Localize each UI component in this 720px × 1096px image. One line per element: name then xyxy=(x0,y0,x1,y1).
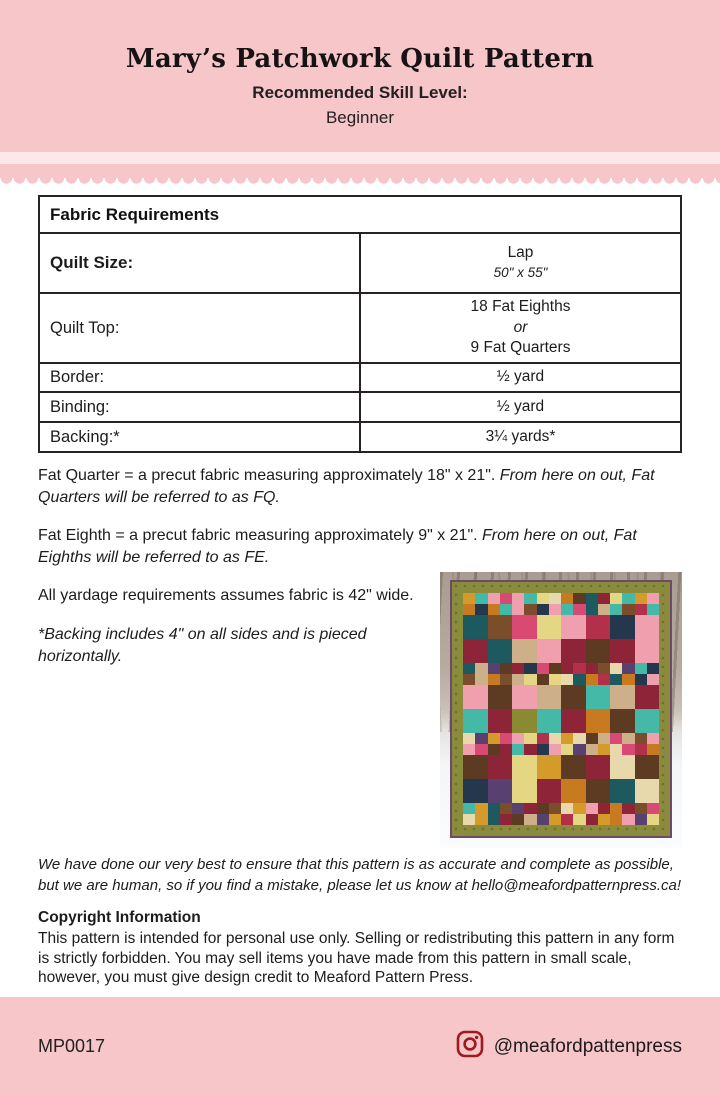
quilt-square xyxy=(549,803,561,814)
quilt-square xyxy=(622,663,634,674)
quilt-square xyxy=(635,803,647,814)
quilt-square xyxy=(598,674,610,685)
table-row-quilt-top xyxy=(39,293,681,363)
quilt-row xyxy=(463,744,659,755)
skill-level-value: Beginner xyxy=(325,108,395,127)
quilt-square xyxy=(561,779,586,803)
row-value-border: ½ yard xyxy=(360,363,681,392)
quilt-square xyxy=(561,615,586,639)
quilt-square xyxy=(549,744,561,755)
quilt-square xyxy=(586,744,598,755)
table-header-row xyxy=(39,196,681,233)
quilt-square xyxy=(561,744,573,755)
quilt-square xyxy=(549,593,561,604)
copyright-body: This pattern is intended for personal use only. Selling or redistributing this pattern in any form is strictly forbidden. You may sell items you have made from this pattern in small scale, however, you must give design credit to Meaford Pattern Press. xyxy=(38,930,675,987)
quilt-square xyxy=(561,733,573,744)
note-fat-quarter-text: Fat Quarter = a precut fabric measuring approximately 18" x 21". xyxy=(38,467,500,484)
quilt-square xyxy=(500,593,512,604)
quilt-square xyxy=(475,733,487,744)
quilt-square xyxy=(561,709,586,733)
quilt-square xyxy=(475,674,487,685)
pattern-code: MP0017 xyxy=(38,1036,106,1056)
quilt-square xyxy=(500,744,512,755)
patchwork-quilt xyxy=(450,580,672,838)
quilt-square xyxy=(610,604,622,615)
row-label-quilt-top: Quilt Top: xyxy=(39,293,360,363)
note-fat-eighth-italic: From here on out, Fat Eighths will be referred to as FE. xyxy=(38,527,637,566)
quilt-square xyxy=(512,615,537,639)
quilt-square xyxy=(512,779,537,803)
quilt-square xyxy=(586,733,598,744)
quilt-square xyxy=(512,663,524,674)
quilt-square xyxy=(524,663,536,674)
quilt-square xyxy=(463,639,488,663)
quilt-square xyxy=(647,814,659,825)
note-fat-eighth xyxy=(38,525,682,568)
quilt-row xyxy=(463,593,659,604)
quilt-square xyxy=(463,803,475,814)
quilt-square xyxy=(500,814,512,825)
quilt-square xyxy=(549,604,561,615)
quilt-square xyxy=(537,779,562,803)
quilt-row xyxy=(463,685,659,709)
quilt-square xyxy=(635,709,660,733)
skill-level-label: Recommended Skill Level: xyxy=(252,83,468,102)
quilt-square xyxy=(598,733,610,744)
quilt-square xyxy=(586,604,598,615)
quilt-square xyxy=(488,755,513,779)
quilt-square xyxy=(512,803,524,814)
note-fat-quarter-italic: From here on out, Fat Quarters will be referred to as FQ. xyxy=(38,467,655,506)
fabric-requirements-table xyxy=(38,195,682,453)
quilt-square xyxy=(622,733,634,744)
quilt-row xyxy=(463,709,659,733)
quilt-square xyxy=(610,639,635,663)
quilt-square xyxy=(610,814,622,825)
quilt-square xyxy=(561,639,586,663)
quilt-square xyxy=(463,615,488,639)
quilt-square xyxy=(622,744,634,755)
quilt-top-line2: or xyxy=(513,318,528,336)
quilt-square xyxy=(463,663,475,674)
header-band xyxy=(0,0,720,152)
quilt-square xyxy=(635,615,660,639)
quilt-square xyxy=(537,604,549,615)
quilt-square xyxy=(586,803,598,814)
quilt-square xyxy=(488,663,500,674)
quilt-square xyxy=(537,744,549,755)
quilt-square xyxy=(635,755,660,779)
quilt-square xyxy=(586,674,598,685)
quilt-square xyxy=(598,604,610,615)
row-value-quilt-top xyxy=(360,293,681,363)
quilt-square xyxy=(463,733,475,744)
quilt-square xyxy=(610,733,622,744)
quilt-square xyxy=(622,814,634,825)
quilt-square xyxy=(635,663,647,674)
quilt-square xyxy=(524,814,536,825)
quilt-square xyxy=(586,755,611,779)
quilt-square xyxy=(475,663,487,674)
quilt-square xyxy=(598,744,610,755)
quilt-square xyxy=(635,593,647,604)
quilt-square xyxy=(549,814,561,825)
quilt-square xyxy=(524,604,536,615)
instagram-handle: @meafordpattenpress xyxy=(493,1035,682,1057)
quilt-square xyxy=(610,803,622,814)
quilt-photo xyxy=(440,572,682,848)
quilt-square xyxy=(573,803,585,814)
row-value-binding: ½ yard xyxy=(360,392,681,422)
quilt-square xyxy=(500,663,512,674)
quilt-square xyxy=(512,814,524,825)
quilt-square xyxy=(622,604,634,615)
quilt-square xyxy=(488,674,500,685)
footer-band xyxy=(0,997,720,1096)
quilt-row xyxy=(463,779,659,803)
quilt-square xyxy=(598,593,610,604)
quilt-row xyxy=(463,639,659,663)
quilt-square xyxy=(475,593,487,604)
quilt-row xyxy=(463,733,659,744)
quilt-square xyxy=(610,593,622,604)
quilt-square xyxy=(475,604,487,615)
quilt-square xyxy=(561,674,573,685)
quilt-square xyxy=(573,593,585,604)
row-label-binding: Binding: xyxy=(39,392,360,422)
quilt-square xyxy=(610,685,635,709)
quilt-square xyxy=(500,604,512,615)
quilt-square xyxy=(561,814,573,825)
quilt-square xyxy=(488,779,513,803)
quilt-square xyxy=(647,744,659,755)
quilt-row xyxy=(463,615,659,639)
accuracy-disclaimer: We have done our very best to ensure that this pattern is as accurate and complete as possible, but we are human, so if you find a mistake, please let us know at hello@meafordpatternpress.ca! xyxy=(38,856,682,895)
quilt-row xyxy=(463,604,659,615)
quilt-square xyxy=(512,709,537,733)
quilt-square xyxy=(488,709,513,733)
quilt-row xyxy=(463,663,659,674)
quilt-square xyxy=(549,733,561,744)
quilt-square xyxy=(635,639,660,663)
quilt-square xyxy=(488,744,500,755)
quilt-square xyxy=(586,593,598,604)
quilt-square xyxy=(610,744,622,755)
quilt-square xyxy=(598,803,610,814)
quilt-square xyxy=(635,604,647,615)
quilt-square xyxy=(537,674,549,685)
quilt-square xyxy=(500,803,512,814)
quilt-square xyxy=(622,593,634,604)
quilt-square xyxy=(586,639,611,663)
quilt-square xyxy=(586,685,611,709)
quilt-square xyxy=(537,709,562,733)
quilt-square xyxy=(463,755,488,779)
quilt-square xyxy=(475,814,487,825)
quilt-square xyxy=(635,674,647,685)
quilt-square xyxy=(524,733,536,744)
quilt-square xyxy=(463,814,475,825)
quilt-square xyxy=(537,663,549,674)
quilt-square xyxy=(537,803,549,814)
header-pink-stripe xyxy=(0,164,720,178)
quilt-size-value: Lap xyxy=(507,244,534,262)
quilt-square xyxy=(610,663,622,674)
quilt-size-dimensions: 50" x 55" xyxy=(493,265,548,281)
quilt-square xyxy=(463,709,488,733)
quilt-square xyxy=(561,663,573,674)
quilt-grid xyxy=(463,593,659,825)
table-row-border xyxy=(39,363,681,392)
table-row-binding xyxy=(39,392,681,422)
quilt-square xyxy=(488,615,513,639)
quilt-square xyxy=(586,663,598,674)
quilt-square xyxy=(598,663,610,674)
quilt-square xyxy=(524,593,536,604)
quilt-square xyxy=(635,814,647,825)
quilt-square xyxy=(647,593,659,604)
quilt-square xyxy=(537,615,562,639)
note-yardage: All yardage requirements assumes fabric is 42" wide. xyxy=(38,587,414,605)
table-row-quilt-size xyxy=(39,233,681,293)
quilt-square xyxy=(488,685,513,709)
quilt-square xyxy=(586,779,611,803)
quilt-square xyxy=(463,685,488,709)
instagram-icon xyxy=(456,1030,484,1063)
quilt-square xyxy=(610,674,622,685)
quilt-square xyxy=(610,615,635,639)
quilt-square xyxy=(512,744,524,755)
row-value-backing: 3¼ yards* xyxy=(360,422,681,452)
quilt-square xyxy=(635,779,660,803)
quilt-square xyxy=(475,744,487,755)
quilt-square xyxy=(500,733,512,744)
quilt-square xyxy=(488,604,500,615)
quilt-square xyxy=(524,803,536,814)
quilt-square xyxy=(647,733,659,744)
quilt-square xyxy=(475,803,487,814)
quilt-square xyxy=(610,709,635,733)
quilt-row xyxy=(463,674,659,685)
quilt-square xyxy=(537,685,562,709)
quilt-square xyxy=(586,615,611,639)
quilt-square xyxy=(537,593,549,604)
quilt-square xyxy=(524,744,536,755)
quilt-square xyxy=(573,744,585,755)
quilt-square xyxy=(635,744,647,755)
notes-section xyxy=(38,465,682,667)
quilt-square xyxy=(500,674,512,685)
row-label-backing: Backing:* xyxy=(39,422,360,452)
quilt-square xyxy=(488,803,500,814)
quilt-square xyxy=(647,803,659,814)
instagram-row xyxy=(456,1030,682,1063)
quilt-square xyxy=(463,593,475,604)
quilt-square xyxy=(561,593,573,604)
quilt-square xyxy=(537,733,549,744)
quilt-square xyxy=(561,604,573,615)
quilt-square xyxy=(622,803,634,814)
page-title: Mary’s Patchwork Quilt Pattern xyxy=(125,44,595,74)
quilt-square xyxy=(561,685,586,709)
copyright-heading: Copyright Information xyxy=(38,909,201,927)
quilt-square xyxy=(512,639,537,663)
quilt-square xyxy=(463,779,488,803)
quilt-square xyxy=(635,733,647,744)
quilt-row xyxy=(463,755,659,779)
quilt-square xyxy=(573,663,585,674)
quilt-square xyxy=(573,674,585,685)
row-label-quilt-size: Quilt Size: xyxy=(39,233,360,293)
quilt-square xyxy=(647,663,659,674)
quilt-square xyxy=(586,709,611,733)
quilt-square xyxy=(512,674,524,685)
quilt-square xyxy=(488,639,513,663)
quilt-square xyxy=(512,685,537,709)
quilt-top-line1: 18 Fat Eighths xyxy=(470,297,571,315)
quilt-square xyxy=(610,779,635,803)
note-backing: *Backing includes 4" on all sides and is pieced horizontally. xyxy=(38,625,367,665)
quilt-square xyxy=(537,639,562,663)
quilt-row xyxy=(463,814,659,825)
quilt-row xyxy=(463,803,659,814)
table-row-backing xyxy=(39,422,681,452)
quilt-square xyxy=(586,814,598,825)
scalloped-border xyxy=(0,178,720,186)
quilt-square xyxy=(488,733,500,744)
page-content xyxy=(0,186,720,988)
quilt-square xyxy=(488,593,500,604)
quilt-square xyxy=(537,814,549,825)
table-title: Fabric Requirements xyxy=(39,196,681,233)
quilt-square xyxy=(512,755,537,779)
quilt-square xyxy=(635,685,660,709)
quilt-square xyxy=(598,814,610,825)
quilt-square xyxy=(610,755,635,779)
row-value-quilt-size xyxy=(360,233,681,293)
quilt-square xyxy=(537,755,562,779)
note-fat-quarter xyxy=(38,465,682,508)
quilt-square xyxy=(561,803,573,814)
row-label-border: Border: xyxy=(39,363,360,392)
quilt-square xyxy=(488,814,500,825)
quilt-square xyxy=(463,604,475,615)
quilt-square xyxy=(573,814,585,825)
header-light-stripe xyxy=(0,152,720,164)
quilt-square xyxy=(647,674,659,685)
quilt-square xyxy=(524,674,536,685)
quilt-square xyxy=(622,674,634,685)
quilt-square xyxy=(549,674,561,685)
quilt-top-line3: 9 Fat Quarters xyxy=(470,339,571,357)
quilt-square xyxy=(512,593,524,604)
quilt-square xyxy=(512,604,524,615)
quilt-square xyxy=(463,744,475,755)
quilt-square xyxy=(573,733,585,744)
note-fat-eighth-text: Fat Eighth = a precut fabric measuring approximately 9" x 21". xyxy=(38,527,483,545)
quilt-square xyxy=(549,663,561,674)
quilt-square xyxy=(463,674,475,685)
quilt-square xyxy=(512,733,524,744)
quilt-square xyxy=(573,604,585,615)
quilt-square xyxy=(561,755,586,779)
quilt-square xyxy=(647,604,659,615)
